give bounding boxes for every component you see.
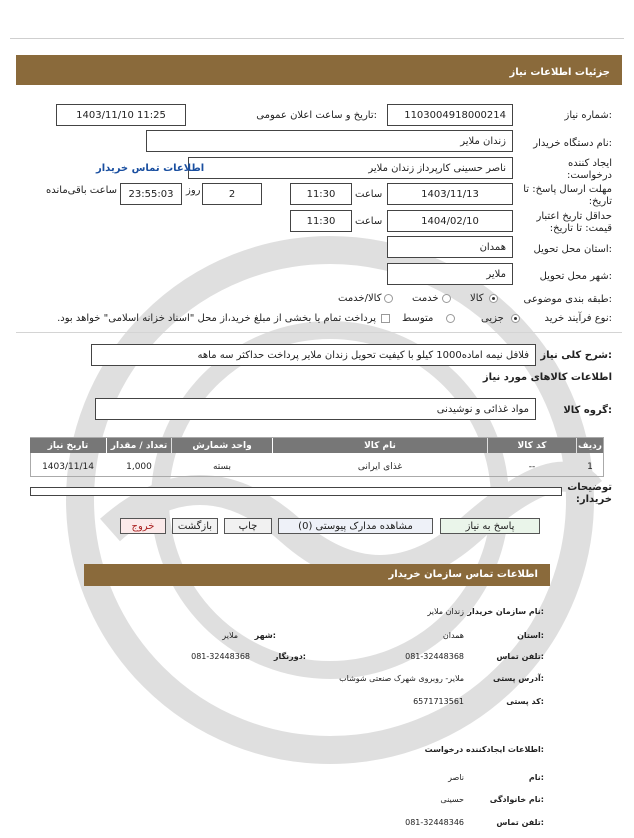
cell-code: -- <box>528 462 536 472</box>
remaining-time-field: 23:55:03 <box>120 183 182 205</box>
process-radio-minor[interactable] <box>511 314 520 323</box>
category-radio-service[interactable] <box>442 294 451 303</box>
category-option-goods-service: کالا/خدمت <box>338 293 382 304</box>
summary-field: فلافل نیمه اماده1000 کیلو با کیفیت تحویل زندان ملایر پرداخت حداکثر سه ماهه <box>91 344 536 366</box>
contact-postal: 6571713561 <box>413 697 464 706</box>
summary-label: شرح کلی نیاز: <box>540 350 612 361</box>
contact-org: زندان ملایر <box>427 607 464 616</box>
remaining-time-label: ساعت باقی‌مانده <box>46 185 118 196</box>
cell-qty: 1,000 <box>126 462 152 472</box>
min-price-time-label: ساعت <box>355 216 383 227</box>
contact-org-label: نام سازمان خریدار: <box>467 607 544 616</box>
process-option-medium: متوسط <box>402 313 434 324</box>
contact-address-label: آدرس پستی: <box>493 674 544 683</box>
back-button[interactable]: بازگشت <box>172 518 218 534</box>
cell-name: غذای ایرانی <box>357 462 403 472</box>
days-label: روز <box>186 185 201 196</box>
contact-phone-label: تلفن تماس: <box>496 652 544 661</box>
deadline-time-label: ساعت <box>355 189 383 200</box>
col-qty: تعداد / مقدار <box>107 438 171 453</box>
province-label: استان محل تحویل: <box>533 244 612 255</box>
contact-address: ملایر- روبروی شهرک صنعتی شوشاب <box>339 674 464 683</box>
contact-province: همدان <box>442 631 464 640</box>
contact-province-label: استان: <box>517 631 544 640</box>
cell-unit: بسته <box>212 462 232 472</box>
category-option-goods: کالا <box>470 293 484 304</box>
announce-field: 1403/11/10 11:25 <box>56 104 186 126</box>
min-price-date-field: 1404/02/10 <box>387 210 513 232</box>
treasury-note: پرداخت تمام یا بخشی از مبلغ خرید،از محل "اسناد خزانه اسلامی" خواهد بود. <box>57 313 376 324</box>
creator-family-label: نام خانوادگی: <box>489 795 544 804</box>
goods-group-field: مواد غذائی و نوشیدنی <box>95 398 536 420</box>
need-number-label: شماره نیاز: <box>564 110 612 121</box>
top-divider <box>10 38 624 39</box>
creator-field: ناصر حسینی کارپرداز زندان ملایر <box>188 157 513 179</box>
min-price-label: حداقل تاریخ اعتبار قیمت: تا تاریخ: <box>536 211 612 234</box>
category-label: طبقه بندی موضوعی: <box>523 294 612 305</box>
col-row: ردیف <box>577 438 603 453</box>
buyer-desc-label: توضیحات خریدار: <box>567 482 612 505</box>
treasury-checkbox[interactable] <box>381 314 390 323</box>
need-number-field: 1103004918000214 <box>387 104 513 126</box>
deadline-label: مهلت ارسال پاسخ: تا تاریخ: <box>523 184 612 207</box>
creator-phone-label: تلفن تماس: <box>496 818 544 827</box>
cell-row: 1 <box>587 462 593 472</box>
deadline-date-field: 1403/11/13 <box>387 183 513 205</box>
cell-date: 1403/11/14 <box>42 462 94 472</box>
creator-label: ایجاد کننده درخواست: <box>567 158 612 181</box>
col-unit: واحد شمارش <box>172 438 272 453</box>
contact-postal-label: کد پستی: <box>506 697 544 706</box>
page-header: جزئیات اطلاعات نیاز <box>16 55 622 85</box>
category-radio-goods[interactable] <box>489 294 498 303</box>
category-option-service: خدمت <box>412 293 439 304</box>
col-date: تاریخ نیاز <box>30 438 106 453</box>
buyer-org-label: نام دستگاه خریدار: <box>533 138 612 149</box>
watermark-logo <box>50 230 610 770</box>
attachments-button[interactable]: مشاهده مدارک پیوستی (0) <box>278 518 433 534</box>
creator-name: ناصر <box>448 773 464 782</box>
contact-city-label: شهر: <box>254 631 276 640</box>
city-field: ملایر <box>387 263 513 285</box>
goods-table <box>30 437 604 477</box>
announce-label: تاریخ و ساعت اعلان عمومی: <box>256 110 377 121</box>
province-field: همدان <box>387 236 513 258</box>
contact-phone: 081-32448368 <box>405 652 464 661</box>
process-option-minor: جزیی <box>481 313 504 324</box>
divider <box>16 332 622 333</box>
buyer-org-field: زندان ملایر <box>146 130 513 152</box>
col-name: نام کالا <box>273 438 487 453</box>
contact-fax: 081-32448368 <box>191 652 250 661</box>
goods-group-label: گروه کالا: <box>563 405 612 416</box>
table-row[interactable] <box>31 457 603 477</box>
contact-section-header: اطلاعات تماس سازمان خریدار <box>84 564 550 586</box>
buyer-contact-link[interactable]: اطلاعات تماس خریدار <box>96 163 205 174</box>
process-radio-medium[interactable] <box>446 314 455 323</box>
process-label: نوع فرآیند خرید: <box>544 313 612 324</box>
city-label: شهر محل تحویل: <box>539 271 612 282</box>
creator-phone: 081-32448346 <box>405 818 464 827</box>
min-price-time-field: 11:30 <box>290 210 352 232</box>
creator-name-label: نام: <box>528 773 544 782</box>
reply-button[interactable]: پاسخ به نیاز <box>440 518 540 534</box>
creator-family: حسینی <box>440 795 464 804</box>
days-field: 2 <box>202 183 262 205</box>
goods-title: اطلاعات کالاهای مورد نیاز <box>482 372 612 383</box>
creator-info-title: اطلاعات ایجادکننده درخواست: <box>424 745 544 754</box>
buyer-desc-field <box>30 487 562 496</box>
contact-city: ملایر <box>222 631 238 640</box>
print-button[interactable]: چاپ <box>224 518 272 534</box>
contact-fax-label: دورنگار: <box>273 652 306 661</box>
exit-button[interactable]: خروج <box>120 518 166 534</box>
deadline-time-field: 11:30 <box>290 183 352 205</box>
col-code: کد کالا <box>488 438 576 453</box>
category-radio-goods-service[interactable] <box>384 294 393 303</box>
